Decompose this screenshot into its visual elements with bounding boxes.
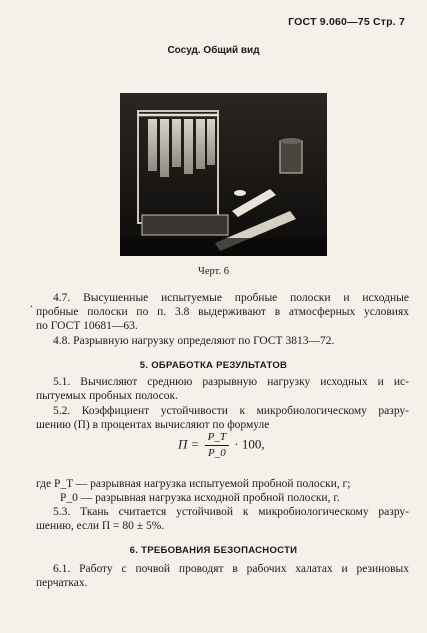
paragraph-line: 5.2. Коэффициент устойчивости к микробиологическому разру- (53, 405, 409, 417)
figure-caption: Черт. 6 (198, 266, 229, 277)
where-line-2: P_0 — разрывная нагрузка исходной пробной полоски, г. (60, 492, 340, 504)
vessel-photo-illustration (120, 93, 327, 256)
formula-lhs: П = (178, 436, 200, 452)
formula-denominator: P_0 (207, 447, 226, 459)
paragraph-line: 6.1. Работу с почвой проводят в рабочих халатах и резиновых (53, 563, 409, 575)
paragraph-5-3 (36, 505, 409, 533)
paragraph-4-7 (36, 291, 409, 333)
paragraph-6-1 (36, 562, 409, 590)
paragraph-line: по ГОСТ 10681—63. (36, 320, 138, 332)
figure-title: Сосуд. Общий вид (167, 45, 260, 56)
formula-multiplier: · 100, (234, 436, 265, 452)
paragraph-line: 5.1. Вычисляют среднюю разрывную нагрузку исходных и ис- (53, 376, 409, 388)
paragraph-line: 4.7. Высушенные испытуемые пробные полоски и исходные (53, 292, 409, 304)
where-line-1: где P_T — разрывная нагрузка испытуемой пробной полоски, г; (36, 478, 351, 490)
paragraph-line: 5.3. Ткань считается устойчивой к микробиологическому разру- (53, 506, 409, 518)
paragraph-5-1 (36, 375, 409, 403)
paragraph-line: пытуемых пробных полосок. (36, 390, 178, 402)
formula-numerator: P_T (205, 430, 229, 446)
margin-bullet: . (30, 296, 33, 310)
paragraph-5-2 (36, 404, 409, 432)
formula-fraction (205, 430, 229, 461)
section-5-heading: 5. ОБРАБОТКА РЕЗУЛЬТАТОВ (139, 360, 288, 371)
paragraph-line: 4.8. Разрывную нагрузку определяют по ГОСТ 3813—72. (53, 335, 335, 347)
paragraph-line: пробные полоски по п. 3.8 выдерживают в атмосферных условиях (36, 306, 409, 318)
paragraph-line: перчатках. (36, 577, 88, 589)
paragraph-4-8 (36, 334, 409, 348)
paragraph-line: шению, если П = 80 ± 5%. (36, 520, 165, 532)
paragraph-line: шению (П) в процентах вычисляют по формуле (36, 419, 270, 431)
formula (178, 430, 265, 461)
section-6-heading: 6. ТРЕБОВАНИЯ БЕЗОПАСНОСТИ (129, 545, 298, 556)
page-header: ГОСТ 9.060—75 Стр. 7 (288, 16, 405, 28)
vessel-photo (120, 93, 327, 256)
